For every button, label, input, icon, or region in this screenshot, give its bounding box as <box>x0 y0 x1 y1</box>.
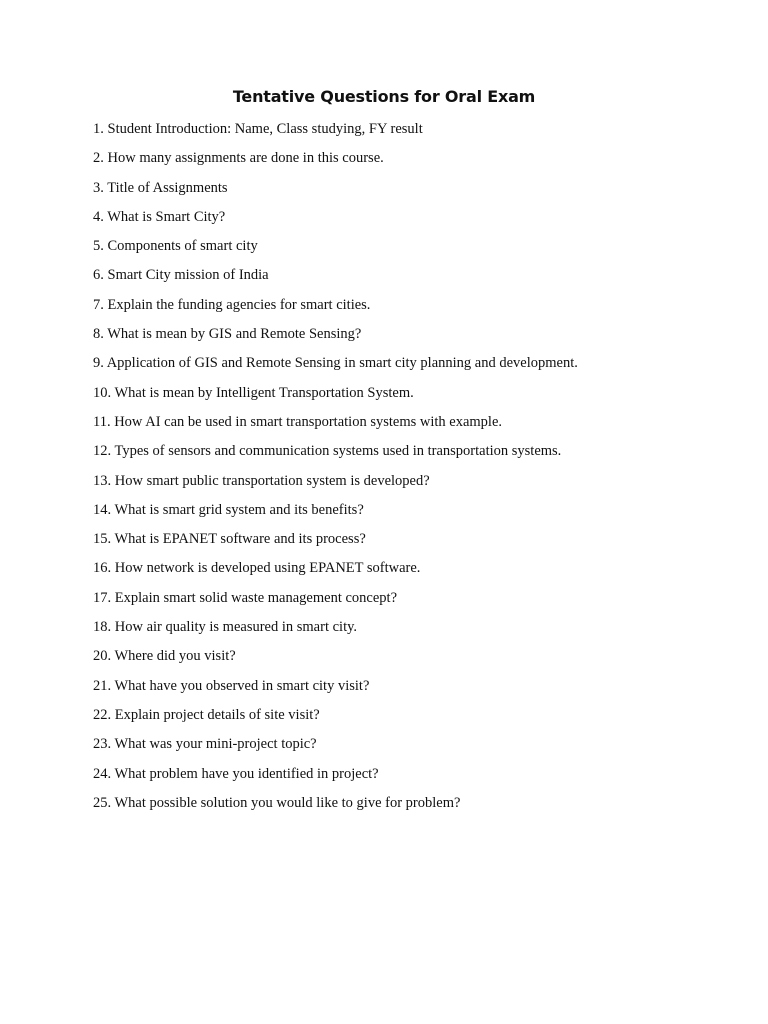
question-item: 21. What have you observed in smart city visit? <box>93 677 370 694</box>
question-item: 8. What is mean by GIS and Remote Sensing? <box>93 326 362 343</box>
question-list <box>93 119 733 822</box>
question-item: 25. What possible solution you would like to give for problem? <box>93 794 461 811</box>
question-item: 15. What is EPANET software and its process? <box>93 531 366 548</box>
question-item: 9. Application of GIS and Remote Sensing in smart city planning and development. <box>93 355 578 372</box>
question-item: 14. What is smart grid system and its benefits? <box>93 501 364 518</box>
question-item: 17. Explain smart solid waste management concept? <box>93 589 398 606</box>
question-item: 13. How smart public transportation system is developed? <box>93 472 430 489</box>
question-item: 2. How many assignments are done in this course. <box>93 150 384 167</box>
question-item: 11. How AI can be used in smart transportation systems with example. <box>93 413 503 430</box>
question-item: 7. Explain the funding agencies for smart cities. <box>93 296 371 313</box>
question-item: 16. How network is developed using EPANET software. <box>93 560 421 577</box>
question-item: 23. What was your mini-project topic? <box>93 736 317 753</box>
question-item: 4. What is Smart City? <box>93 208 226 225</box>
question-item: 6. Smart City mission of India <box>93 267 269 284</box>
question-item: 12. Types of sensors and communication systems used in transportation systems. <box>93 443 562 460</box>
question-item: 5. Components of smart city <box>93 238 258 255</box>
question-item: 3. Title of Assignments <box>93 179 228 196</box>
question-item: 24. What problem have you identified in project? <box>93 765 379 782</box>
question-item: 18. How air quality is measured in smart city. <box>93 619 358 636</box>
page-title: Tentative Questions for Oral Exam <box>232 87 536 106</box>
question-item: 10. What is mean by Intelligent Transportation System. <box>93 384 414 401</box>
question-item: 1. Student Introduction: Name, Class studying, FY result <box>93 121 423 137</box>
question-item: 22. Explain project details of site visit? <box>93 706 320 723</box>
question-item: 20. Where did you visit? <box>93 648 236 665</box>
